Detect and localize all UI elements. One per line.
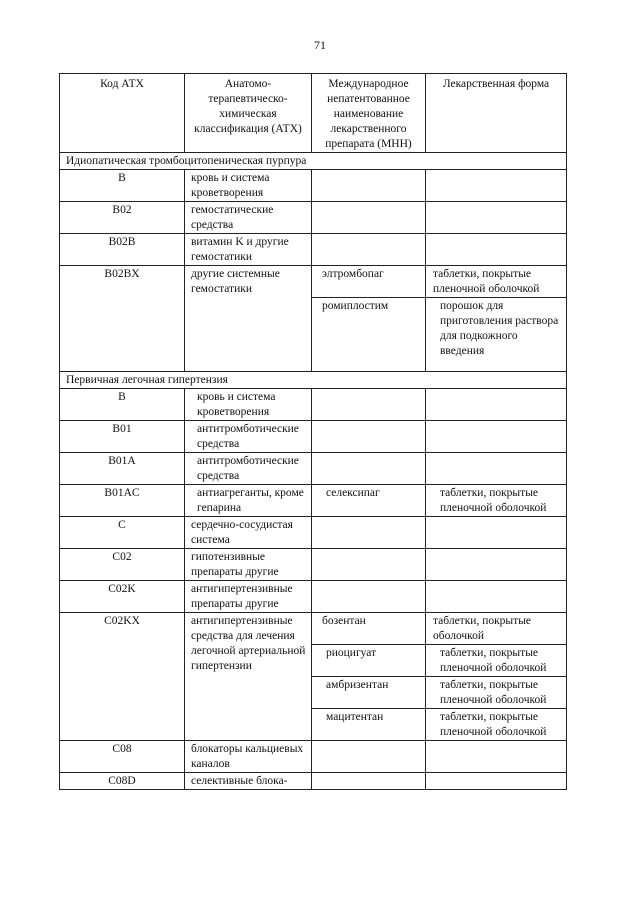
dosage-form: таблетки, покрытые оболочкой xyxy=(426,613,567,645)
inn-name: селексипаг xyxy=(312,485,426,517)
atc-class-name: кровь и система кроветворения xyxy=(185,170,312,202)
section-row xyxy=(60,153,567,170)
atc-drug-table xyxy=(59,73,567,790)
atc-class-name: гемостатические средства xyxy=(185,202,312,234)
inn-cell xyxy=(312,741,426,773)
inn-name: бозентан xyxy=(312,613,426,645)
inn-name: ромиплостим xyxy=(312,298,426,372)
atc-code: B01 xyxy=(60,421,185,453)
atc-class-name: блокаторы кальциевых каналов xyxy=(185,741,312,773)
atc-class-name: антигипертензивные средства для лечения легочной артериальной гипертензии xyxy=(185,613,312,741)
atc-class-name: гипотензивные препараты другие xyxy=(185,549,312,581)
inn-cell xyxy=(312,389,426,421)
atc-class-name: кровь и система кроветворения xyxy=(185,389,312,421)
inn-cell xyxy=(312,421,426,453)
table-row xyxy=(60,170,567,202)
table-row xyxy=(60,421,567,453)
atc-class-name: антитромботические средства xyxy=(185,421,312,453)
section-title: Первичная легочная гипертензия xyxy=(60,372,567,389)
inn-cell xyxy=(312,549,426,581)
form-cell xyxy=(426,170,567,202)
atc-code: C08D xyxy=(60,773,185,790)
inn-cell xyxy=(312,581,426,613)
atc-class-name: селективные блока- xyxy=(185,773,312,790)
section-row xyxy=(60,372,567,389)
dosage-form: порошок для приготовления раствора для подкожного введения xyxy=(426,298,567,372)
inn-cell xyxy=(312,453,426,485)
inn-cell xyxy=(312,170,426,202)
form-cell xyxy=(426,517,567,549)
atc-code: C02 xyxy=(60,549,185,581)
dosage-form: таблетки, покрытые пленочной оболочкой xyxy=(426,677,567,709)
table-row xyxy=(60,453,567,485)
form-cell xyxy=(426,741,567,773)
header-form: Лекарственная форма xyxy=(426,74,567,153)
form-cell xyxy=(426,234,567,266)
atc-code: C02KX xyxy=(60,613,185,741)
inn-cell xyxy=(312,202,426,234)
dosage-form: таблетки, покрытые пленочной оболочкой xyxy=(426,266,567,298)
table-row xyxy=(60,234,567,266)
inn-cell xyxy=(312,773,426,790)
dosage-form: таблетки, покрытые пленочной оболочкой xyxy=(426,709,567,741)
page-number: 71 xyxy=(314,38,326,52)
table-row xyxy=(60,389,567,421)
atc-class-name: витамин K и другие гемостатики xyxy=(185,234,312,266)
atc-class-name: сердечно-сосудистая система xyxy=(185,517,312,549)
header-class: Анатомо-терапевтическо-химическая классификация (АТХ) xyxy=(185,74,312,153)
atc-code: B01A xyxy=(60,453,185,485)
inn-name: амбризентан xyxy=(312,677,426,709)
table-row xyxy=(60,581,567,613)
dosage-form: таблетки, покрытые пленочной оболочкой xyxy=(426,485,567,517)
atc-code: B02B xyxy=(60,234,185,266)
atc-code: B xyxy=(60,170,185,202)
table-row xyxy=(60,613,567,645)
form-cell xyxy=(426,549,567,581)
table-row xyxy=(60,773,567,790)
form-cell xyxy=(426,581,567,613)
atc-code: C08 xyxy=(60,741,185,773)
atc-code: B02BX xyxy=(60,266,185,372)
atc-code: C xyxy=(60,517,185,549)
atc-class-name: антитромботические средства xyxy=(185,453,312,485)
table-row xyxy=(60,485,567,517)
header-inn: Международное непатентованное наименование лекарственного препарата (МНН) xyxy=(312,74,426,153)
section-title: Идиопатическая тромбоцитопеническая пурпура xyxy=(60,153,567,170)
header-code: Код АТХ xyxy=(60,74,185,153)
inn-name: мацитентан xyxy=(312,709,426,741)
inn-cell xyxy=(312,234,426,266)
atc-code: C02K xyxy=(60,581,185,613)
atc-class-name: другие системные гемостатики xyxy=(185,266,312,372)
inn-name: элтромбопаг xyxy=(312,266,426,298)
table-row xyxy=(60,549,567,581)
atc-code: B02 xyxy=(60,202,185,234)
inn-cell xyxy=(312,517,426,549)
table-row xyxy=(60,202,567,234)
form-cell xyxy=(426,773,567,790)
header-row xyxy=(60,74,567,153)
dosage-form: таблетки, покрытые пленочной оболочкой xyxy=(426,645,567,677)
atc-code: B01AC xyxy=(60,485,185,517)
atc-code: B xyxy=(60,389,185,421)
form-cell xyxy=(426,202,567,234)
atc-class-name: антигипертензивные препараты другие xyxy=(185,581,312,613)
table-row xyxy=(60,517,567,549)
inn-name: риоцигуат xyxy=(312,645,426,677)
table-row xyxy=(60,266,567,298)
form-cell xyxy=(426,421,567,453)
form-cell xyxy=(426,453,567,485)
form-cell xyxy=(426,389,567,421)
atc-class-name: антиагреганты, кроме гепарина xyxy=(185,485,312,517)
table-row xyxy=(60,741,567,773)
